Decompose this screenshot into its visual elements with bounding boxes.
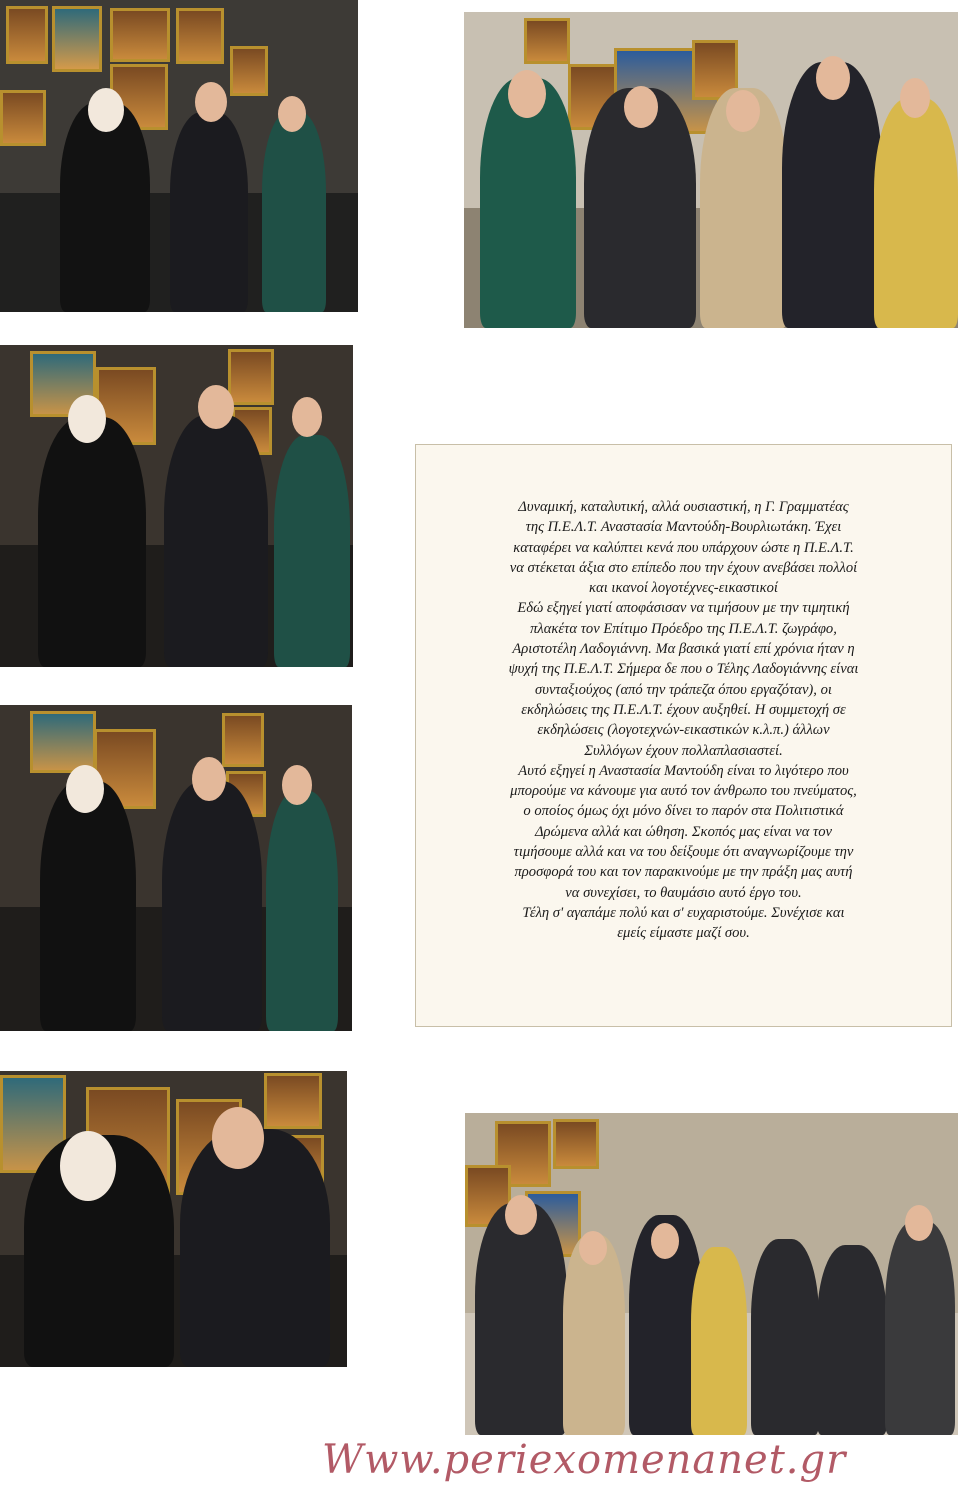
photo-speaker-with-plaque-1 [0,0,358,312]
article-body [426,497,941,944]
photo-audience-gathering [465,1113,958,1435]
photo-speaker-with-plaque-2 [0,345,353,667]
article-line: προσφορά του και τον παρακινούμε με την πράξη μας αυτή [514,864,853,881]
article-line: ψυχή της Π.Ε.Λ.Τ. Σήμερα δε που ο Τέλης Λαδογιάννης είναι [508,661,859,678]
article-line: εμείς είμαστε μαζί σου. [617,925,750,942]
article-line: Αριστοτέλη Λαδογιάννη. Μα βασικά γιατί επί χρόνια ήταν η [512,641,855,658]
article-line: εκδηλώσεις της Π.Ε.Λ.Τ. έχουν αυξηθεί. Η συμμετοχή σε [521,701,846,718]
photo-honorees-group-standing [464,12,958,328]
article-line: καταφέρει να καλύπτει κενά που υπάρχουν ώστε η Π.Ε.Λ.Τ. [513,539,854,556]
article-line: Συλλόγων έχουν πολλαπλασιαστεί. [584,742,783,759]
article-line: Εδώ εξηγεί γιατί αποφάσισαν να τιμήσουν με την τιμητική [517,600,850,617]
article-line: της Π.Ε.Λ.Τ. Αναστασία Μαντούδη-Βουρλιωτάκη. Έχει [525,519,842,536]
article-line: ο οποίος όμως όχι μόνο δίνει το παρόν στα Πολιτιστικά [523,803,844,820]
article-line: να στέκεται άξια στο επίπεδο που την έχουν ανεβάσει πολλοί [509,559,858,576]
article-line: Τέλη σ' αγαπάμε πολύ και σ' ευχαριστούμε. Συνέχισε και [522,904,845,921]
article-line: να συνεχίσει, το θαυμάσιο αυτό έργο του. [565,884,802,901]
photo-speaker-gesturing [0,1071,347,1367]
article-line: Αυτό εξηγεί η Αναστασία Μαντούδη είναι το λιγότερο που [518,762,849,779]
article-line: Δυναμική, καταλυτική, αλλά ουσιαστική, η Γ. Γραμματέας [518,499,849,515]
article-line: Δρώμενα αλλά και ώθηση. Σκοπός μας είναι να τον [534,823,833,840]
site-watermark: Www.periexomenanet.gr [322,1437,847,1483]
article-line: μπορούμε να κάνουμε για αυτό τον άνθρωπο του πνεύματος, [510,783,857,800]
article-line: εκδηλώσεις (λογοτεχνών-εικαστικών κ.λ.π.) άλλων [537,722,830,739]
article-line: και ικανοί λογοτέχνες-εικαστικοί [589,580,778,597]
article-line: τιμήσουμε αλλά και να του δείξουμε ότι αναγνωρίζουμε την [513,844,854,861]
article-line: συνταξιούχος (από την τράπεζα όπου εργαζόταν), οι [535,681,832,698]
article-text-panel [415,444,952,1027]
article-line: πλακέτα τον Επίτιμο Πρόεδρο της Π.Ε.Λ.Τ. ζωγράφο, [530,620,837,637]
photo-speaker-with-plaque-3 [0,705,352,1031]
